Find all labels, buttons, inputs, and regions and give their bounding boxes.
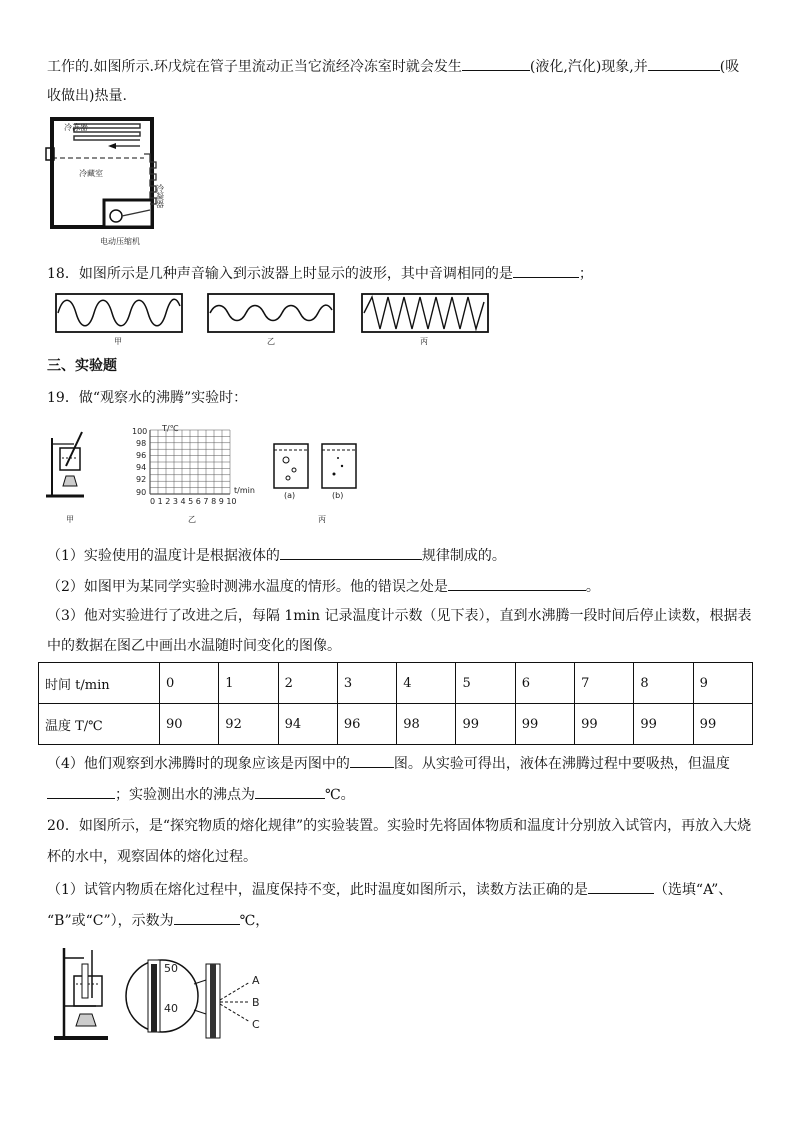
svg-text:丙: 丙: [420, 337, 428, 346]
svg-text:92: 92: [136, 475, 147, 484]
waveform-yi: [208, 294, 334, 346]
q19-part2: （2）如图甲为某同学实验时测沸水温度的情形。他的错误之处是 。: [47, 576, 600, 597]
q20-line2: 杯的水中，观察固体的熔化过程。: [47, 849, 257, 865]
svg-text:乙: 乙: [188, 515, 196, 524]
svg-text:T/℃: T/℃: [162, 424, 179, 433]
answer-blank[interactable]: [255, 784, 325, 799]
svg-text:98: 98: [136, 439, 147, 448]
q18-question: 18．如图所示是几种声音输入到示波器上时显示的波形，其中音调相同的是 ；: [47, 263, 593, 284]
svg-text:(a): (a): [284, 491, 296, 500]
temperature-graph-yi: [130, 422, 260, 526]
table-row: 温度 T/℃ 90 92 94 96 98 99 99 99 99 99: [39, 704, 753, 745]
q17-line1: 工作的.如图所示.环戊烷在管子里流动正当它流经冷冻室时就会发生 (液化,汽化)现象,并 (吸: [47, 56, 739, 77]
answer-blank[interactable]: [280, 545, 422, 560]
svg-text:100: 100: [132, 427, 148, 436]
condenser-label: 冷凝器: [155, 184, 165, 208]
q20-part1-line1: （1）试管内物质在熔化过程中，温度保持不变，此时温度如图所示，读数方法正确的是 （选填“A”、: [47, 879, 732, 900]
svg-text:0 1 2 3 4 5 6 7 8 9 10: 0 1 2 3 4 5 6 7 8 9 10: [150, 497, 237, 506]
answer-blank[interactable]: [47, 784, 115, 799]
answer-blank[interactable]: [350, 753, 394, 768]
answer-blank[interactable]: [448, 576, 586, 591]
q20-line1: 20．如图所示，是“探究物质的熔化规律”的实验装置。实验时先将固体物质和温度计分别放入试管内，再放入大烧: [47, 818, 752, 834]
waveform-figure: [54, 290, 494, 348]
svg-text:甲: 甲: [66, 515, 74, 524]
beakers-bing: [270, 438, 370, 526]
compressor-label: 电动压缩机: [100, 237, 140, 246]
thermometer-reading-figure: [122, 950, 272, 1042]
q19-part1: （1）实验使用的温度计是根据液体的 规律制成的。: [47, 545, 506, 566]
waveform-jia: [56, 294, 182, 346]
option-c: C: [252, 1018, 260, 1031]
refrigerator-diagram: [44, 114, 174, 250]
q19-part4-line1: （4）他们观察到水沸腾时的现象应该是丙图中的 图。从实验可得出，液体在沸腾过程中要吸热，但温度: [47, 753, 730, 774]
svg-text:94: 94: [136, 463, 147, 472]
data-table: [38, 662, 753, 745]
svg-text:t/min: t/min: [234, 486, 255, 495]
boiling-apparatus-jia: [44, 428, 94, 526]
svg-text:丙: 丙: [318, 515, 326, 524]
table-row: 时间 t/min 0 1 2 3 4 5 6 7 8 9: [39, 663, 753, 704]
freezer-label: 冷冻器: [64, 123, 88, 132]
q19-title: 19．做“观察水的沸腾”实验时：: [47, 390, 248, 406]
fridge-room-label: 冷藏室: [79, 169, 103, 178]
svg-text:甲: 甲: [114, 337, 122, 346]
section-title: 三、实验题: [47, 358, 117, 374]
svg-text:90: 90: [136, 488, 147, 497]
answer-blank[interactable]: [513, 263, 579, 278]
melting-apparatus: [52, 940, 116, 1046]
answer-blank[interactable]: [648, 56, 720, 71]
option-a: A: [252, 974, 260, 987]
svg-text:50: 50: [164, 962, 178, 975]
graph-grid[interactable]: [150, 430, 230, 494]
answer-blank[interactable]: [174, 910, 240, 925]
answer-blank[interactable]: [462, 56, 530, 71]
answer-blank[interactable]: [588, 879, 654, 894]
svg-text:40: 40: [164, 1002, 178, 1015]
q17-line2: 收做出)热量.: [47, 88, 127, 104]
svg-text:96: 96: [136, 451, 147, 460]
q19-part3-line1: （3）他对实验进行了改进之后，每隔 1min 记录温度计示数（见下表），直到水沸腾一段时间后停止读数，根据表: [47, 608, 752, 624]
waveform-bing: [362, 294, 488, 346]
option-b: B: [252, 996, 260, 1009]
svg-text:(b): (b): [332, 491, 344, 500]
svg-text:乙: 乙: [267, 337, 275, 346]
q19-part3-line2: 中的数据在图乙中画出水温随时间变化的图像。: [47, 638, 341, 654]
q20-part1-line2: “B”或“C”），示数为 ℃，: [47, 910, 269, 931]
q19-part4-line2: ；实验测出水的沸点为 ℃。: [47, 784, 355, 805]
